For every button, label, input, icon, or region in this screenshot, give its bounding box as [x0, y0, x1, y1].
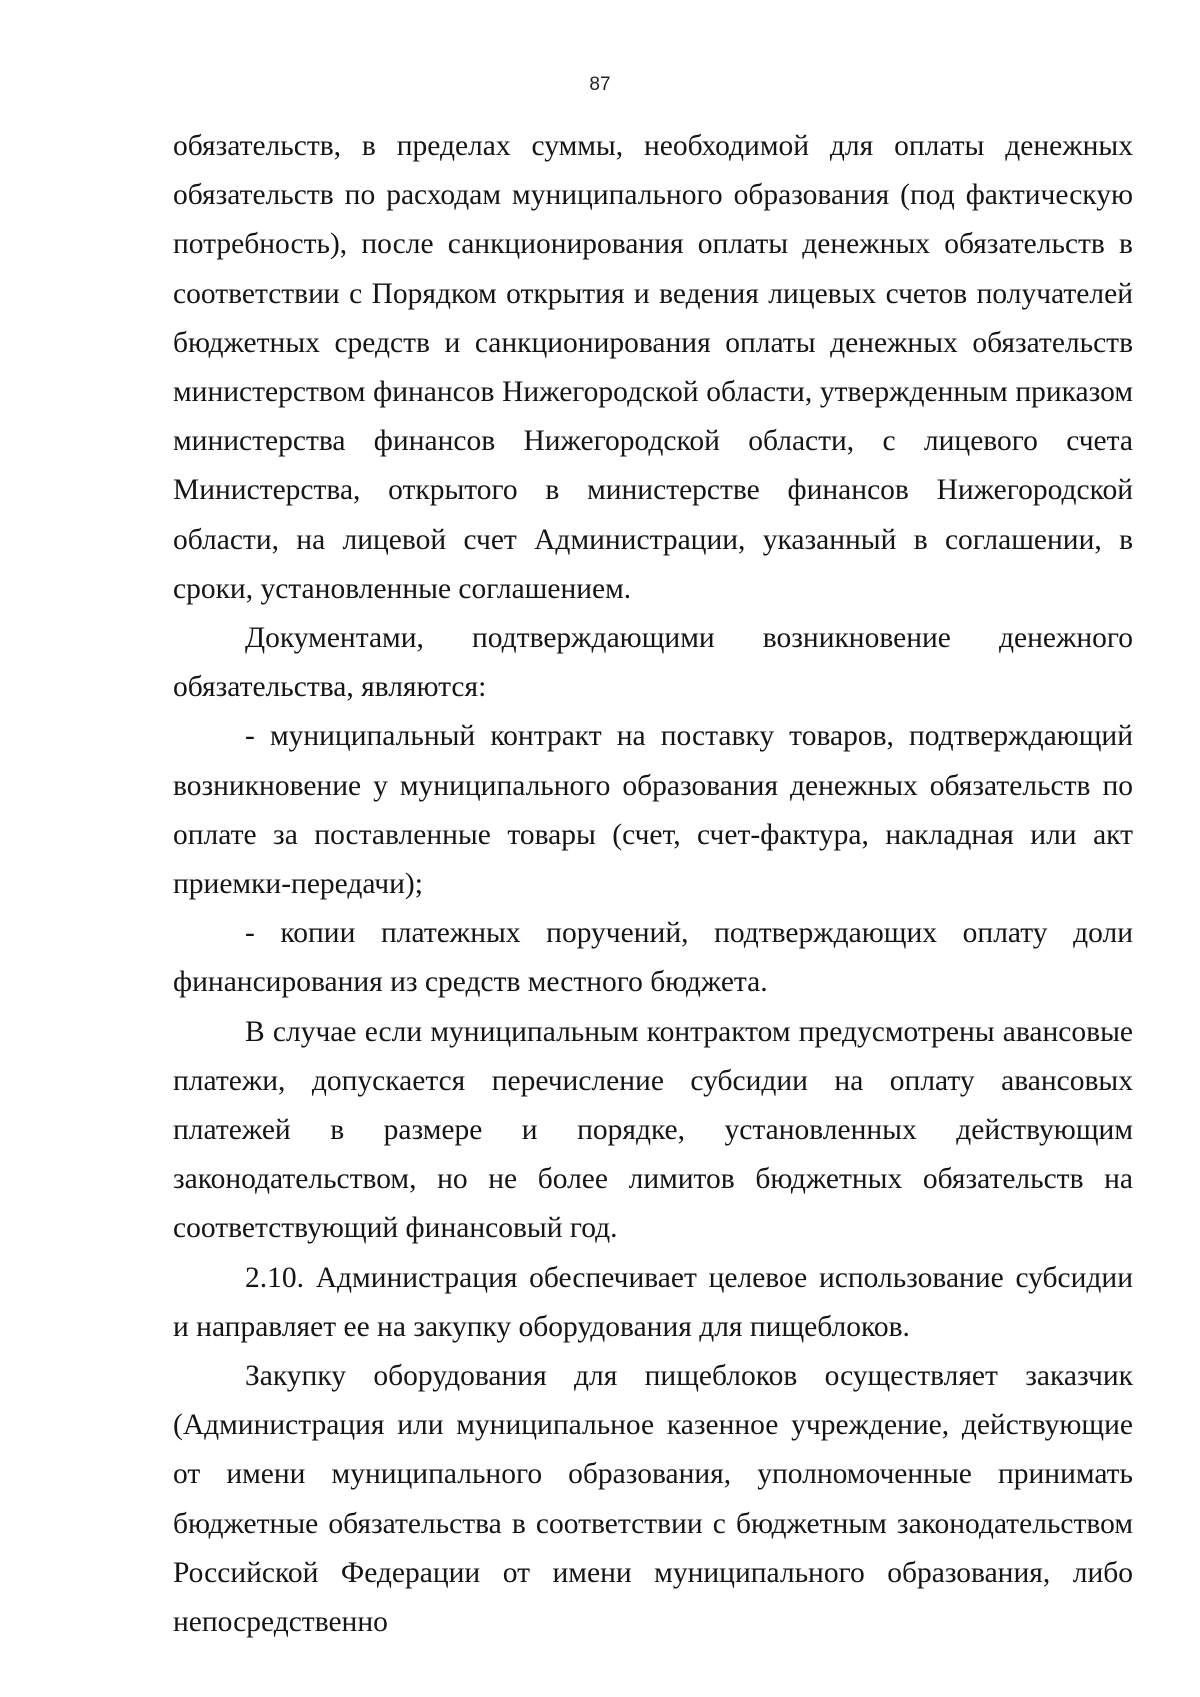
page-number: 87 — [589, 74, 611, 95]
paragraph-procurement: Закупку оборудования для пищеблоков осуществляет заказчик (Администрация или муниципальное казенное учреждение, действующие от имени муниципального образования, уполномоченные принимать бюджетные обязательства в соответствии с бюджетным законодательством Российской Федерации от имени муниципального образования, либо непосредственно — [173, 1360, 1133, 1639]
document-body — [173, 122, 1133, 1647]
paragraph-section-2-10: 2.10. Администрация обеспечивает целевое использование субсидии и направляет ее на закупку оборудования для пищеблоков. — [173, 1261, 1133, 1343]
paragraph-documents-intro: Документами, подтверждающими возникновение денежного обязательства, являются: — [173, 622, 1133, 704]
paragraph-continuation: обязательств, в пределах суммы, необходимой для оплаты денежных обязательств по расходам муниципального образования (под фактическую потребность), после санкционирования оплаты денежных обязательств в соответствии с Порядком открытия и ведения лицевых счетов получателей бюджетных средств и санкционирования оплаты денежных обязательств министерством финансов Нижегородской области, утвержденным приказом министерства финансов Нижегородской области, с лицевого счета Министерства, открытого в министерстве финансов Нижегородской области, на лицевой счет Администрации, указанный в соглашении, в сроки, установленные соглашением. — [173, 130, 1133, 605]
list-item-payment-orders: - копии платежных поручений, подтверждающих оплату доли финансирования из средств местного бюджета. — [173, 917, 1133, 999]
list-item-contract: - муниципальный контракт на поставку товаров, подтверждающий возникновение у муниципального образования денежных обязательств по оплате за поставленные товары (счет, счет-фактура, накладная или акт приемки-передачи); — [173, 720, 1133, 901]
paragraph-advance-payments: В случае если муниципальным контрактом предусмотрены авансовые платежи, допускается перечисление субсидии на оплату авансовых платежей в размере и порядке, установленных действующим законодательством, но не более лимитов бюджетных обязательств на соответствующий финансовый год. — [173, 1015, 1133, 1245]
